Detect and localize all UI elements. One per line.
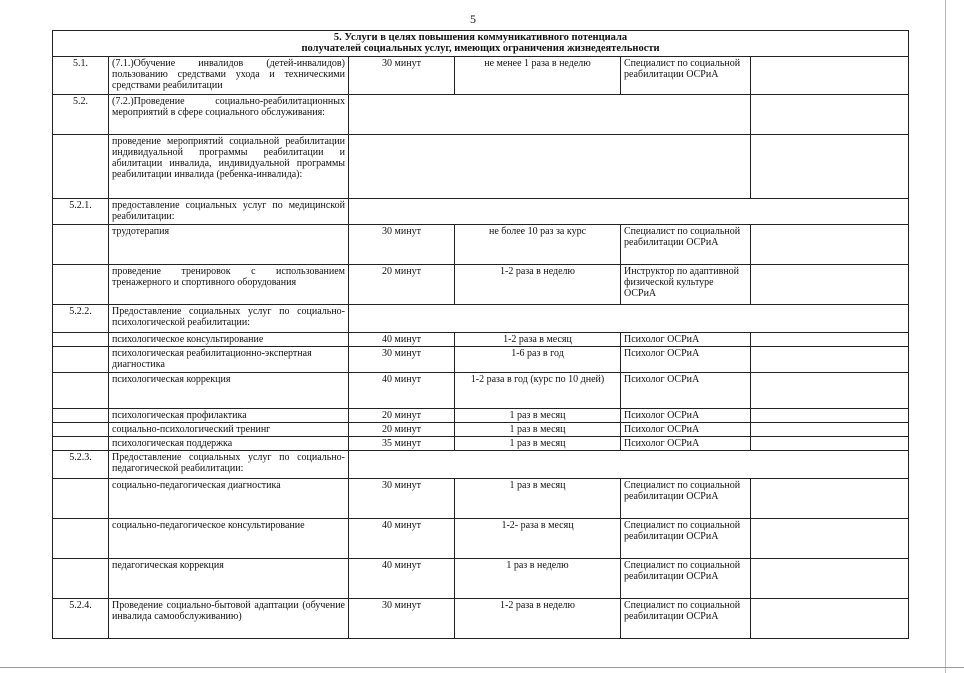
service-duration: 30 минут <box>349 479 455 519</box>
empty-cell <box>349 305 909 333</box>
row-number: 5.2.3. <box>53 451 109 479</box>
service-name: психологическая реабилитационно-экспертная диагностика <box>109 347 349 373</box>
service-executor: Психолог ОСРиА <box>621 373 751 409</box>
row-number: 5.2.1. <box>53 199 109 225</box>
service-frequency: 1 раз в неделю <box>455 559 621 599</box>
service-duration: 30 минут <box>349 599 455 639</box>
section-title <box>53 31 909 57</box>
service-duration: 35 минут <box>349 437 455 451</box>
service-duration: 20 минут <box>349 423 455 437</box>
table-row <box>53 373 909 409</box>
service-frequency: 1-2 раза в месяц <box>455 333 621 347</box>
empty-cell <box>349 199 909 225</box>
table-row <box>53 423 909 437</box>
row-number <box>53 409 109 423</box>
service-duration: 40 минут <box>349 519 455 559</box>
row-number <box>53 437 109 451</box>
empty-cell <box>751 437 909 451</box>
service-name: Предоставление социальных услуг по социально-психологической реабилитации: <box>109 305 349 333</box>
service-frequency: 1 раз в месяц <box>455 437 621 451</box>
row-number: 5.2.2. <box>53 305 109 333</box>
table-row <box>53 437 909 451</box>
service-name: Проведение социально-бытовой адаптации (обучение инвалида самообслуживанию) <box>109 599 349 639</box>
service-name: социально-педагогическая диагностика <box>109 479 349 519</box>
table-row <box>53 519 909 559</box>
table-row <box>53 135 909 199</box>
empty-cell <box>751 265 909 305</box>
service-frequency: 1 раз в месяц <box>455 409 621 423</box>
service-name: психологическая поддержка <box>109 437 349 451</box>
section-title-line-2: получателей социальных услуг, имеющих ограничения жизнедеятельности <box>301 43 660 54</box>
row-number <box>53 135 109 199</box>
row-number <box>53 559 109 599</box>
service-name: Предоставление социальных услуг по социально-педагогической реабилитации: <box>109 451 349 479</box>
service-executor: Специалист по социальной реабилитации ОСРиА <box>621 519 751 559</box>
row-number: 5.2.4. <box>53 599 109 639</box>
service-executor: Специалист по социальной реабилитации ОСРиА <box>621 559 751 599</box>
row-number <box>53 347 109 373</box>
row-number <box>53 519 109 559</box>
table-row <box>53 409 909 423</box>
empty-cell <box>751 479 909 519</box>
service-frequency: 1-2- раза в месяц <box>455 519 621 559</box>
table-row <box>53 225 909 265</box>
table-row <box>53 57 909 95</box>
empty-cell <box>751 599 909 639</box>
table-row <box>53 305 909 333</box>
table-row <box>53 451 909 479</box>
services-table <box>52 30 909 639</box>
row-number <box>53 373 109 409</box>
service-frequency: 1 раз в месяц <box>455 479 621 519</box>
service-name: трудотерапия <box>109 225 349 265</box>
service-frequency: не более 10 раз за курс <box>455 225 621 265</box>
table-row <box>53 347 909 373</box>
service-name: проведение мероприятий социальной реабилитации индивидуальной программы реабилитации и абилитации инвалида, индивидуальной программы реабилитации инвалида (ребенка-инвалида): <box>109 135 349 199</box>
service-executor: Психолог ОСРиА <box>621 333 751 347</box>
empty-cell <box>751 519 909 559</box>
row-number <box>53 479 109 519</box>
row-number: 5.2. <box>53 95 109 135</box>
service-frequency: не менее 1 раза в неделю <box>455 57 621 95</box>
service-executor: Психолог ОСРиА <box>621 409 751 423</box>
service-executor: Специалист по социальной реабилитации ОСРиА <box>621 57 751 95</box>
service-duration: 40 минут <box>349 333 455 347</box>
empty-cell <box>751 409 909 423</box>
empty-cell <box>349 135 751 199</box>
table-row <box>53 95 909 135</box>
empty-cell <box>751 559 909 599</box>
row-number: 5.1. <box>53 57 109 95</box>
service-executor: Специалист по социальной реабилитации ОСРиА <box>621 599 751 639</box>
row-number <box>53 225 109 265</box>
table-row <box>53 559 909 599</box>
section-header-row <box>53 31 909 57</box>
service-frequency: 1-2 раза в неделю <box>455 599 621 639</box>
row-number <box>53 333 109 347</box>
service-name: (7.1.)Обучение инвалидов (детей-инвалидов) пользованию средствами ухода и техническими средствами реабилитации <box>109 57 349 95</box>
service-name: психологическая коррекция <box>109 373 349 409</box>
row-number <box>53 423 109 437</box>
table-row <box>53 599 909 639</box>
empty-cell <box>349 95 751 135</box>
service-duration: 30 минут <box>349 57 455 95</box>
service-name: проведение тренировок с использованием тренажерного и спортивного оборудования <box>109 265 349 305</box>
service-name: предоставление социальных услуг по медицинской реабилитации: <box>109 199 349 225</box>
empty-cell <box>751 225 909 265</box>
empty-cell <box>751 57 909 95</box>
table-row <box>53 265 909 305</box>
service-executor: Психолог ОСРиА <box>621 437 751 451</box>
service-name: социально-психологический тренинг <box>109 423 349 437</box>
section-title-line-1: 5. Услуги в целях повышения коммуникативного потенциала <box>333 32 628 43</box>
empty-cell <box>751 95 909 135</box>
service-frequency: 1-6 раз в год <box>455 347 621 373</box>
service-name: психологическая профилактика <box>109 409 349 423</box>
service-executor: Психолог ОСРиА <box>621 423 751 437</box>
table-row <box>53 479 909 519</box>
service-duration: 40 минут <box>349 559 455 599</box>
service-duration: 20 минут <box>349 409 455 423</box>
service-duration: 20 минут <box>349 265 455 305</box>
empty-cell <box>751 135 909 199</box>
empty-cell <box>751 373 909 409</box>
empty-cell <box>751 333 909 347</box>
service-duration: 30 минут <box>349 347 455 373</box>
service-name: социально-педагогическое консультирование <box>109 519 349 559</box>
service-executor: Специалист по социальной реабилитации ОСРиА <box>621 225 751 265</box>
service-frequency: 1-2 раза в год (курс по 10 дней) <box>455 373 621 409</box>
empty-cell <box>751 347 909 373</box>
service-name: (7.2.)Проведение социально-реабилитационных мероприятий в сфере социального обслуживания: <box>109 95 349 135</box>
service-frequency: 1-2 раза в неделю <box>455 265 621 305</box>
service-duration: 40 минут <box>349 373 455 409</box>
service-frequency: 1 раз в месяц <box>455 423 621 437</box>
service-executor: Инструктор по адаптивной физической культуре ОСРиА <box>621 265 751 305</box>
service-name: педагогическая коррекция <box>109 559 349 599</box>
service-duration: 30 минут <box>349 225 455 265</box>
service-name: психологическое консультирование <box>109 333 349 347</box>
scan-edge-bottom <box>0 667 964 668</box>
service-executor: Психолог ОСРиА <box>621 347 751 373</box>
row-number <box>53 265 109 305</box>
page-number: 5 <box>470 12 476 26</box>
empty-cell <box>751 423 909 437</box>
empty-cell <box>349 451 909 479</box>
table-row <box>53 199 909 225</box>
table-row <box>53 333 909 347</box>
scan-edge-right <box>945 0 946 673</box>
service-executor: Специалист по социальной реабилитации ОСРиА <box>621 479 751 519</box>
